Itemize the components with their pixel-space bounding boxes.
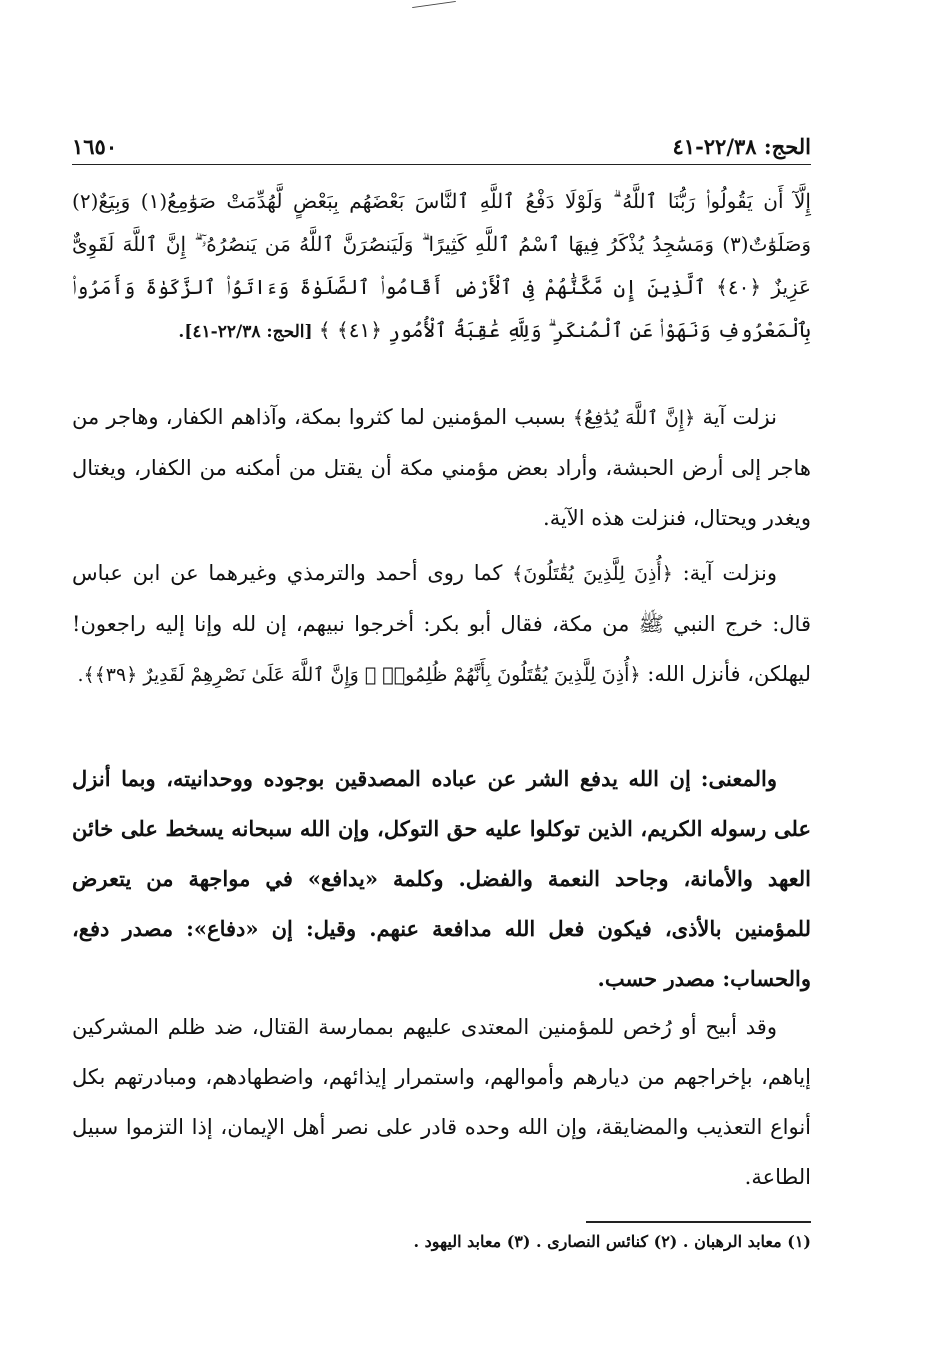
footnote-divider <box>586 1221 811 1223</box>
verse-reference: [الحج: ٢٢/٣٨-٤١]. <box>178 322 313 342</box>
paragraph-text <box>72 754 811 1004</box>
footnote: (١) معابد الرهبان . (٢) كنائس النصارى . (٣) معابد اليهود . <box>413 1232 811 1251</box>
paragraph-revelation-cause-2 <box>72 548 811 710</box>
chapter-reference: الحج: ٢٢/٣٨-٤١ <box>672 133 811 159</box>
text-run: كما روى أحمد والترمذي وغيرهما عن ابن عباس قال: خرج النبي ﷺ من مكة، فقال أبو بكر: أخرجوا نبيهم، إن لله وإنا إليه راجعون! ليهلكن، فأنزل الله: <box>72 561 811 686</box>
paragraph-meaning <box>72 754 811 1014</box>
paragraph-permission <box>72 1002 811 1212</box>
verse-quote: ﴿إِنَّ ٱللَّهَ يُدَٰفِعُ﴾ <box>572 407 696 429</box>
paragraph-text <box>72 392 811 543</box>
paragraph-text <box>72 548 811 700</box>
verse-quote: ﴿أُذِنَ لِلَّذِينَ يُقَٰتَلُونَ بِأَنَّهُمْ ظُلِمُوا۟ ۚ وَإِنَّ ٱللَّهَ عَلَىٰ نَصْرِهِمْ لَقَدِيرٌ ﴿٣٩﴾﴾. <box>77 664 641 686</box>
verse-text: إِلَّآ أَن يَقُولُوا۟ رَبُّنَا ٱللَّهُ ۗ وَلَوْلَا دَفْعُ ٱللَّهِ ٱلنَّاسَ بَعْضَهُم بِبَعْضٍ لَّهُدِّمَتْ صَوَٰمِعُ(١) وَبِيَعٌ(٢) وَصَلَوَٰتٌ(٣) وَمَسَٰجِدُ يُذْكَرُ فِيهَا ٱسْمُ ٱللَّهِ كَثِيرًا ۗ وَلَيَنصُرَنَّ ٱللَّهُ مَن يَنصُرُهُۥٓ ۗ إِنَّ ٱللَّهَ لَقَوِىٌّ عَزِيزٌ ﴿٤٠﴾ ٱلَّذِينَ إِن مَّكَّنَّٰهُمْ فِى ٱلْأَرْضِ أَقَامُوا۟ ٱلصَّلَوٰةَ وَءَاتَوُا۟ ٱلزَّكَوٰةَ وَأَمَرُوا۟ بِٱلْمَعْرُوفِ وَنَهَوْا۟ عَنِ ٱلْمُنكَرِ ۗ وَلِلَّهِ عَٰقِبَةُ ٱلْأُمُورِ ﴿٤١﴾ ﴾ <box>72 189 811 342</box>
paragraph-text <box>72 1002 811 1202</box>
page-header <box>72 128 811 165</box>
text-run: نزلت آية <box>702 405 777 429</box>
text-run: بسبب المؤمنين لما كثروا بمكة، وآذاهم الكفار، وهاجر من هاجر إلى أرض الحبشة، وأراد بعض مؤمني مكة أن يقتل من أمكنه من الكفار، ويغتال ويغدر ويحتال، فنزلت هذه الآية. <box>72 405 811 530</box>
text-run: إن الله يدفع الشر عن عباده المصدقين بوجوده ووحدانيته، وبما أنزل على رسوله الكريم، الذين توكلوا عليه حق التوكل، وإن الله سبحانه يسخط على خائن العهد والأمانة، وجاحد النعمة والفضل. وكلمة «يدافع» في مواجهة من يتعرض للمؤمنين بالأذى، فيكون فعل الله مدافعة عنهم. وقيل: إن «دفاع»: مصدر دفع، والحساب: مصدر حسب. <box>72 766 811 991</box>
paragraph-revelation-cause-1 <box>72 392 811 553</box>
text-run: ونزلت آية: <box>682 561 777 585</box>
text-run: وقد أبيح أو رُخص للمؤمنين المعتدى عليهم بممارسة القتال، ضد ظلم المشركين إياهم، بإخراجهم من ديارهم وأموالهم، واستمرار إيذائهم، واضطهادهم، ومبادرتهم بكل أنواع التعذيب والمضايقة، وإن الله وحده قادر على نصر أهل الإيمان، إذا التزموا سبيل الطاعة. <box>72 1015 811 1189</box>
paragraph-lead: والمعنى: <box>700 766 777 791</box>
scan-mark <box>412 1 456 8</box>
page-number: ١٦٥٠ <box>72 133 118 159</box>
quran-verse-block <box>72 180 811 354</box>
verse-quote: ﴿أُذِنَ لِلَّذِينَ يُقَٰتَلُونَ﴾ <box>512 563 673 585</box>
